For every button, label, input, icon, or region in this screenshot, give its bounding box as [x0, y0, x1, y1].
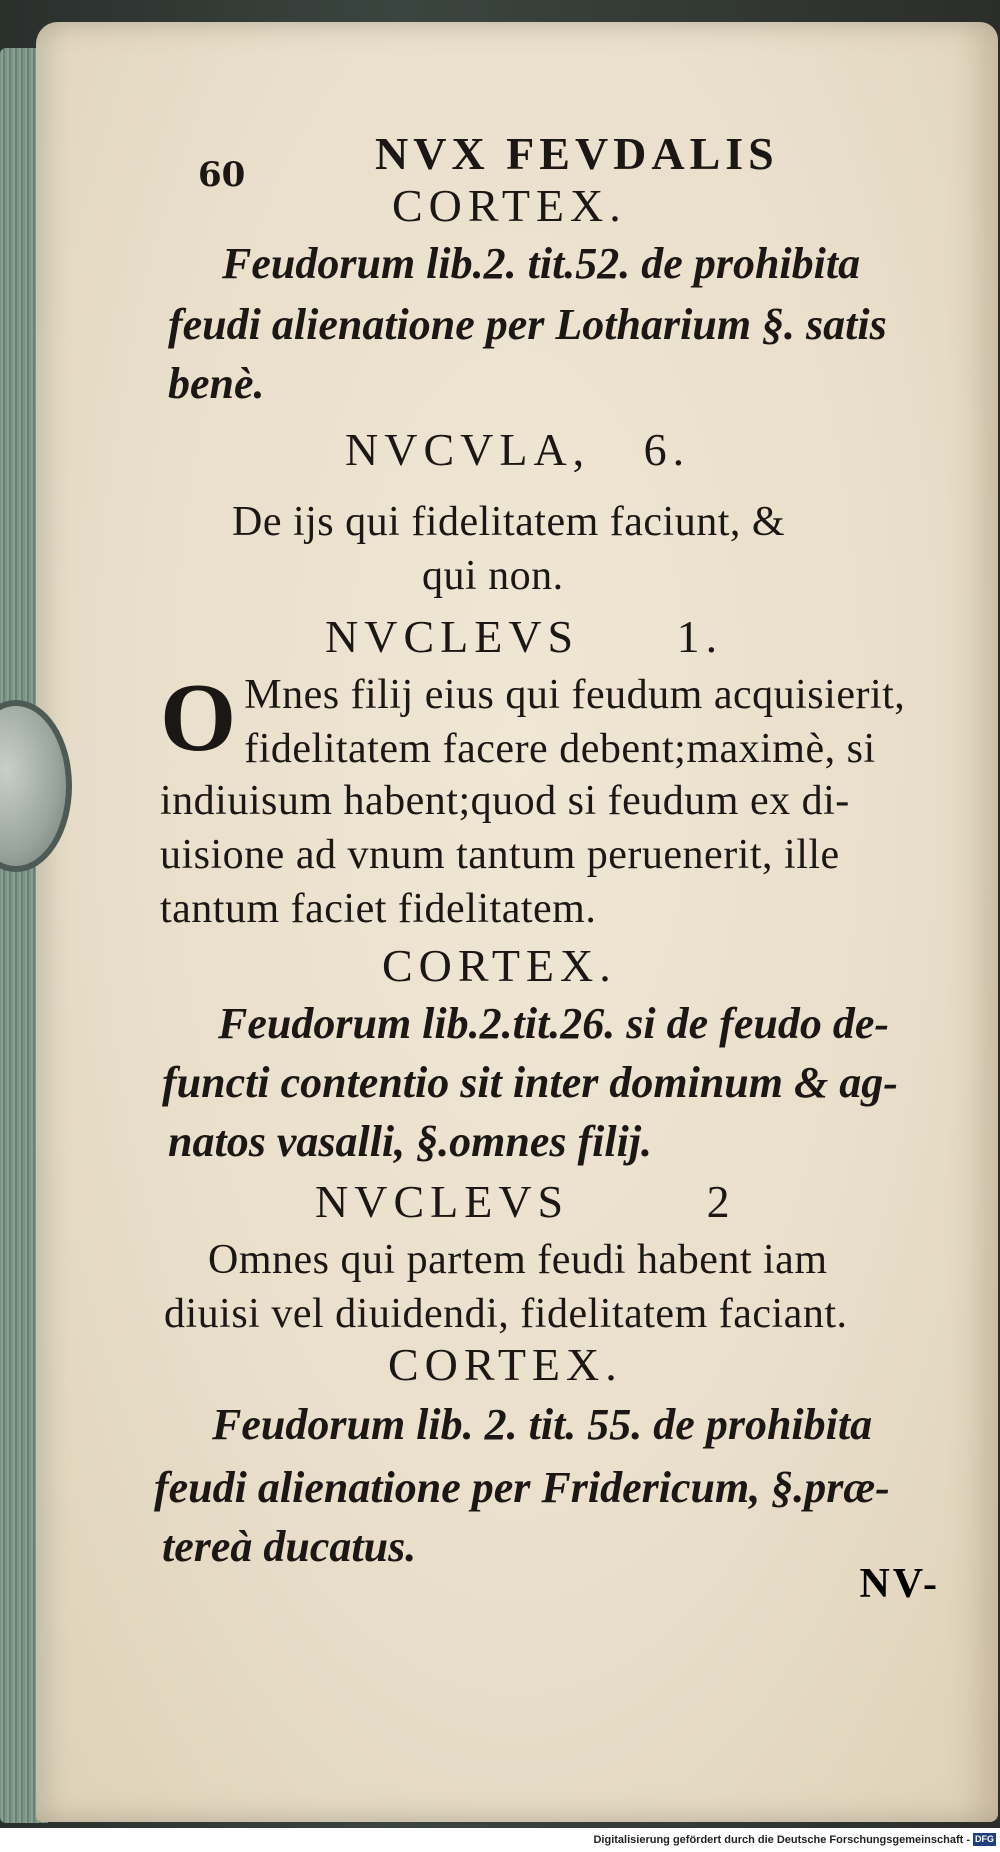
nucleus-heading-label: NVCLEVS — [325, 611, 580, 662]
cortex-line: Feudorum lib. 2. tit. 55. de prohibita — [212, 1400, 873, 1449]
cortex-line: Feudorum lib.2.tit.26. si de feudo de- — [218, 999, 889, 1048]
nucleus-line: Omnes qui partem feudi habent iam — [208, 1237, 828, 1283]
digitization-footer — [0, 1828, 1000, 1852]
nucleus-line: uisione ad vnum tantum peruenerit, ille — [160, 832, 840, 878]
nucula-number: 6. — [643, 424, 691, 475]
cortex-heading: CORTEX. — [392, 180, 627, 231]
drop-cap-initial: O — [160, 664, 237, 772]
catchword: NV- — [859, 1561, 940, 1607]
nucula-title-line: qui non. — [422, 553, 564, 599]
nucula-heading — [345, 423, 1000, 476]
cortex-heading: CORTEX. — [388, 1339, 623, 1390]
nucleus-line: Mnes filij eius qui feudum acquisierit, — [244, 672, 906, 718]
page-text-block — [154, 115, 970, 1572]
cortex-line: feudi alienatione per Fridericum, §.præ- — [154, 1463, 890, 1512]
nucleus-heading — [325, 610, 1000, 663]
cortex-line: benè. — [168, 359, 265, 408]
dfg-logo: DFG — [975, 1834, 994, 1844]
cortex-line: Feudorum lib.2. tit.52. de prohibita — [222, 239, 861, 288]
nucleus-number: 1. — [676, 611, 724, 662]
nucleus-line: tantum faciet fidelitatem. — [160, 886, 597, 932]
nucleus-line: diuisi vel diuidendi, fidelitatem faciant. — [164, 1291, 848, 1337]
nucleus-line: fidelitatem facere debent;maximè, si — [244, 726, 876, 772]
nucleus-heading — [315, 1175, 1000, 1228]
cortex-line: tereà ducatus. — [162, 1522, 417, 1571]
nucleus-paragraph — [160, 664, 970, 933]
nucula-heading-label: NVCVLA, — [345, 424, 591, 475]
page-header — [160, 115, 970, 195]
cortex-line: functi contentio sit inter dominum & ag- — [162, 1058, 898, 1107]
footer-credit: Digitalisierung gefördert durch die Deutsche Forschungsgemeinschaft - — [593, 1834, 970, 1846]
nucleus-heading-label: NVCLEVS — [315, 1176, 570, 1227]
cortex-heading: CORTEX. — [382, 940, 617, 991]
page-number: 60 — [198, 155, 246, 195]
nucula-title-line: De ijs qui fidelitatem faciunt, & — [232, 499, 786, 545]
running-head: NVX FEVDALIS — [375, 128, 779, 179]
nucleus-number: 2 — [706, 1176, 736, 1227]
cortex-line: feudi alienatione per Lotharium §. satis — [168, 300, 887, 349]
nucleus-line: indiuisum habent;quod si feudum ex di- — [160, 778, 850, 824]
cortex-line: natos vasalli, §.omnes filij. — [168, 1117, 653, 1166]
